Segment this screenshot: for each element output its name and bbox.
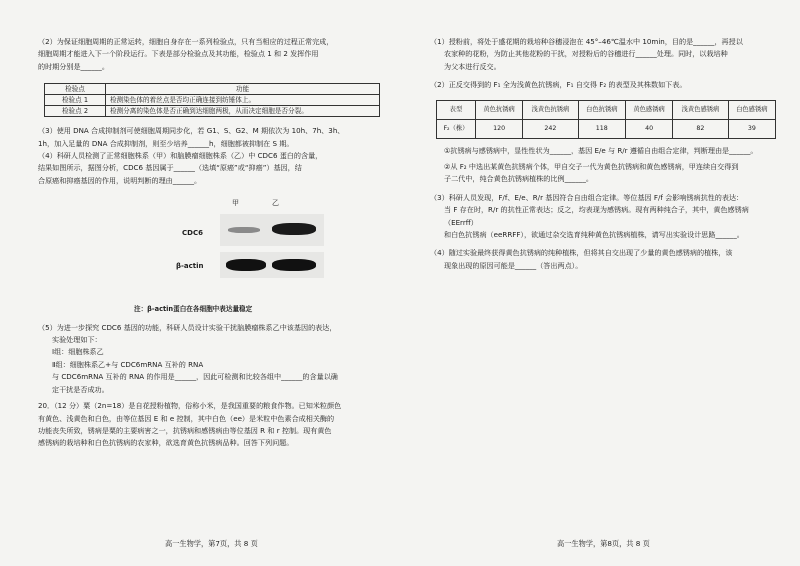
table-header: 白色感锈病 <box>728 100 775 119</box>
row-label-cdc6: CDC6 <box>182 229 203 238</box>
table-cell: 82 <box>673 119 728 138</box>
question-20 <box>38 400 382 450</box>
q3-line: （3）使用 DNA 合成抑制剂可使细胞周期同步化，若 G1、S、G2、M 期依次为 10h、7h、3h、 <box>38 126 345 136</box>
q3-line: 1h，加入足量的 DNA 合成抑制剂，则至少培养______h，细胞都被抑制在 S 期。 <box>38 138 294 148</box>
table-row <box>437 119 776 138</box>
table-header-row <box>437 100 776 119</box>
phenotype-table <box>436 100 776 139</box>
table-cell: 检验点 1 <box>45 95 106 106</box>
table-cell: 242 <box>523 119 578 138</box>
group-line: Ⅰ组：细胞株系乙 <box>52 347 104 357</box>
table-header: 浅黄色抗锈病 <box>523 100 578 119</box>
right-page <box>400 0 800 566</box>
r4-line: （4）随过实验最终获得黄色抗锈病的纯种植株，但将其自交出现了少量的黄色感锈病的植株，该 <box>430 248 733 258</box>
r2-sub-line: ①抗锈病与感锈病中，显性性状为______，基因 E/e 与 R/r 遵循自由组合定律，判断理由是______。 <box>444 145 758 155</box>
q5-tail-line: 与 CDC6mRNA 互补的 RNA 的作用是______，因此可检测和比较各组中______的含量以确 <box>52 372 338 382</box>
table-row <box>45 95 380 106</box>
q2-line: 的时期分别是______。 <box>38 61 109 71</box>
lane-label-jia: 甲 <box>232 199 239 208</box>
r3-line: （3）科研人员发现，F/f、E/e、R/r 基因符合自由组合定律。等位基因 F/f 会影响锈病抗性的表达： <box>430 192 744 202</box>
q20-line: 感锈病的栽培种和白色抗锈病的农家种，欲选育黄色抗锈病品种。回答下列问题。 <box>38 438 294 448</box>
table-cell: 118 <box>578 119 625 138</box>
r3-line: 和白色抗锈病（eeRRFF），欲通过杂交选育纯种黄色抗锈病植株，请写出实验设计思路______。 <box>444 230 744 240</box>
table-header: 黄色感锈病 <box>625 100 672 119</box>
band-cdc6-jia <box>228 227 260 233</box>
question-2 <box>38 36 382 73</box>
lane-label-yi: 乙 <box>272 199 279 208</box>
table-header-row <box>45 84 380 95</box>
table-cell: 120 <box>475 119 522 138</box>
table-cell: 39 <box>728 119 775 138</box>
page-footer: 高一生物学，第8页，共 8 页 <box>557 538 650 548</box>
table-header: 黄色抗锈病 <box>475 100 522 119</box>
question-5 <box>38 322 382 396</box>
r4-line: 现象出现的原因可能是______（答出两点）。 <box>444 260 583 270</box>
question-3 <box>38 125 382 150</box>
western-blot-figure <box>176 197 328 297</box>
right-question-4 <box>430 247 778 272</box>
q2-line: （2）为保证细胞周期的正常运转，细胞自身存在一系列检验点，只有当相应的过程正常完成， <box>38 37 334 46</box>
table-header: 功能 <box>106 84 380 95</box>
q20-line: 20．（12 分）粟（2n=18）是自花授粉植物，俗称小米，是我国重要的粮食作物。已知米粒颜色 <box>38 401 342 411</box>
q20-line: 功能丧失所致，锈病是粟的主要病害之一，抗锈病和感锈病由等位基因 R 和 r 控制。现有黄色 <box>38 425 332 435</box>
row-label-beta-actin: β-actin <box>176 262 204 271</box>
band-cdc6-yi <box>272 223 316 235</box>
q4-line: 结果如图所示，据图分析，CDC6 基因属于______（选填“原癌”或“抑癌”）基因，结 <box>38 163 302 173</box>
table-cell: 检测分离的染色体是否正确到达细胞两极，从而决定细胞是否分裂。 <box>106 106 380 117</box>
q4-line: 合原癌和抑癌基因的作用，说明判断的理由______。 <box>38 175 202 185</box>
page-footer: 高一生物学，第7页，共 8 页 <box>165 538 258 548</box>
r2-line: （2）正反交得到的 F₁ 全为浅黄色抗锈病，F₁ 自交得 F₂ 的表型及其株数如下表。 <box>430 80 687 90</box>
r1-line: 农家种的花粉，为防止其他花粉的干扰，对授粉后的谷穗进行______处理。同时，以栽培种 <box>444 49 728 59</box>
table-header: 浅黄色感锈病 <box>673 100 728 119</box>
right-question-1 <box>430 36 778 73</box>
q20-line: 有黄色、浅黄色和白色，由等位基因 E 和 e 控制，其中白色（ee）是米粒中色素合成相关酶的 <box>38 413 335 423</box>
table-header: 白色抗锈病 <box>578 100 625 119</box>
table-header: 表型 <box>437 100 476 119</box>
band-beta-actin-yi <box>272 259 316 271</box>
question-4 <box>38 150 382 187</box>
q2-line: 细胞周期才能进入下一个阶段运行。下表是部分检验点及其功能，检验点 1 和 2 发挥作用 <box>38 49 319 59</box>
r3-line: 当 F 存在时，R/r 的抗性正常表达；反之，均表现为感锈病。现有两种纯合子，其中，黄色感锈病（EErrff） <box>444 205 749 227</box>
right-question-2-subparts <box>430 145 778 186</box>
table-row <box>45 106 380 117</box>
figure-caption: 注：β-actin蛋白在各细胞中表达量稳定 <box>134 305 253 314</box>
r1-line: 为父本进行反交。 <box>444 61 501 71</box>
q5-line: （5）为进一步探究 CDC6 基因的功能，科研人员设计实验干扰脑膜瘤株系乙中该基因的表达， <box>38 322 337 332</box>
q5-tail-line: 定干扰是否成功。 <box>52 384 109 394</box>
r2-sub-line: ②从 F₂ 中选出某黄色抗锈病个体，甲自交子一代为黄色抗锈病和黄色感锈病，甲连续自交得到 <box>444 162 739 172</box>
r1-line: （1）授粉前，将处于盛花期的栽培种谷穗浸泡在 45°–46℃温水中 10min，目的是______，再授以 <box>430 37 743 46</box>
q5-line: 实验处理如下： <box>52 335 102 345</box>
table-cell: 检验点 2 <box>45 106 106 117</box>
table-cell: F₂（株） <box>437 119 476 138</box>
table-cell: 40 <box>625 119 672 138</box>
band-beta-actin-jia <box>226 259 266 271</box>
table-header: 检验点 <box>45 84 106 95</box>
group-line: Ⅱ组：细胞株系乙+与 CDC6mRNA 互补的 RNA <box>52 359 204 369</box>
q4-line: （4）科研人员检测了正常细胞株系（甲）和脑膜瘤细胞株系（乙）中 CDC6 蛋白的含量， <box>38 151 323 161</box>
r2-sub-line: 子二代中，纯合黄色抗锈病植株的比例______。 <box>444 174 593 184</box>
table-cell: 检测染色体的着丝点是否均正确连接到纺锤体上。 <box>106 95 380 106</box>
checkpoint-table <box>44 83 380 117</box>
right-question-3 <box>430 192 778 242</box>
